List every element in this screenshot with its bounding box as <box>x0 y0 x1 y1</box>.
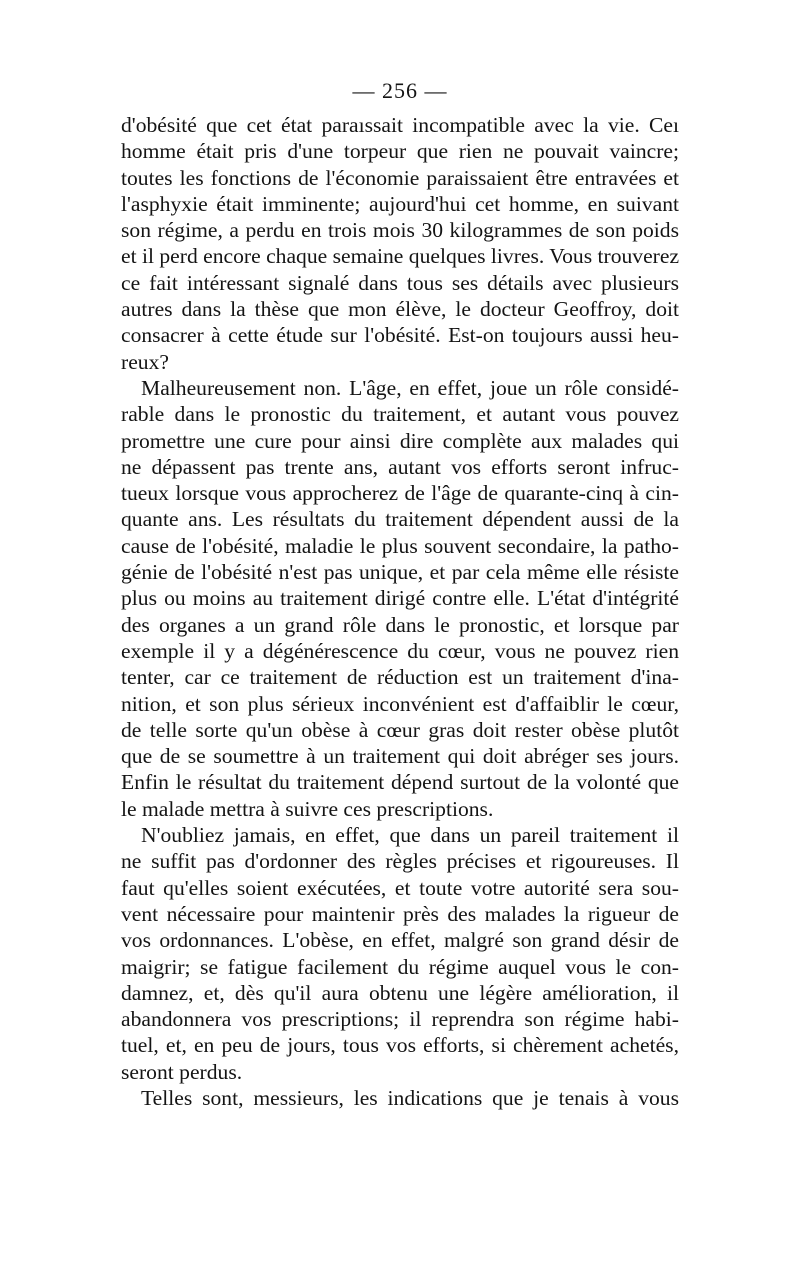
text-line: tueux lorsque vous approcherez de l'âge de quarante-cinq à cin- <box>121 481 679 506</box>
text-line: vos ordonnances. L'obèse, en effet, malgré son grand désir de <box>121 928 679 953</box>
text-line: que de se soumettre à un traitement qui doit abréger ses jours. <box>121 744 679 769</box>
page-number: — 256 — <box>352 78 448 103</box>
text-line: tuel, et, en peu de jours, tous vos efforts, si chèrement achetés, <box>121 1033 679 1058</box>
text-line: toutes les fonctions de l'économie paraissaient être entravées et <box>121 165 679 190</box>
text-line: damnez, et, dès qu'il aura obtenu une légère amélioration, il <box>121 980 679 1005</box>
text-line: et il perd encore chaque semaine quelques livres. Vous trouverez <box>121 244 680 269</box>
text-line: de telle sorte qu'un obèse à cœur gras doit rester obèse plutôt <box>121 717 679 742</box>
text-line: le malade mettra à suivre ces prescriptions. <box>121 796 494 821</box>
text-line: plus ou moins au traitement dirigé contre elle. L'état d'intégrité <box>121 586 679 611</box>
text-line: abandonnera vos prescriptions; il reprendra son régime habi- <box>121 1007 679 1032</box>
text-line: homme était pris d'une torpeur que rien ne pouvait vaincre; <box>121 139 679 164</box>
text-line: génie de l'obésité n'est pas unique, et par cela même elle résiste <box>121 560 679 585</box>
text-line: autres dans la thèse que mon élève, le docteur Geoffroy, doit <box>121 297 679 322</box>
text-line: Enfin le résultat du traitement dépend surtout de la volonté que <box>121 770 679 795</box>
text-line: ce fait intéressant signalé dans tous ses détails avec plusieurs <box>121 270 679 295</box>
text-line: promettre une cure pour ainsi dire complète aux malades qui <box>121 428 679 453</box>
text-line: N'oubliez jamais, en effet, que dans un pareil traitement il <box>141 823 679 848</box>
text-line: rable dans le pronostic du traitement, et autant vous pouvez <box>121 402 679 427</box>
text-line: vent nécessaire pour maintenir près des malades la rigueur de <box>121 901 679 926</box>
text-line: faut qu'elles soient exécutées, et toute votre autorité sera sou- <box>121 875 679 900</box>
body-text <box>121 112 679 1111</box>
text-line: nition, et son plus sérieux inconvénient est d'affaiblir le cœur, <box>121 691 679 716</box>
text-line: exemple il y a dégénérescence du cœur, vous ne pouvez rien <box>121 638 679 663</box>
text-line: l'asphyxie était imminente; aujourd'hui cet homme, en suivant <box>121 191 679 216</box>
text-line: seront perdus. <box>121 1059 243 1084</box>
text-line: Malheureusement non. L'âge, en effet, joue un rôle considé- <box>141 375 679 400</box>
text-line: Telles sont, messieurs, les indications que je tenais à vous <box>141 1085 679 1110</box>
text-line: d'obésité que cet état paraıssait incompatible avec la vie. Ceı <box>121 113 679 137</box>
text-line: cause de l'obésité, maladie le plus souvent secondaire, la patho- <box>121 533 679 558</box>
text-line: consacrer à cette étude sur l'obésité. Est-on toujours aussi heu- <box>121 323 679 348</box>
text-line: tenter, car ce traitement de réduction est un traitement d'ina- <box>121 665 679 690</box>
text-line: son régime, a perdu en trois mois 30 kilogrammes de son poids <box>121 218 679 243</box>
text-line: quante ans. Les résultats du traitement dépendent aussi de la <box>121 507 679 532</box>
text-line: ne suffit pas d'ordonner des règles précises et rigoureuses. Il <box>121 849 679 874</box>
text-line: maigrir; se fatigue facilement du régime auquel vous le con- <box>121 954 679 979</box>
text-line: des organes a un grand rôle dans le pronostic, et lorsque par <box>121 612 679 637</box>
text-line: reux? <box>121 349 169 374</box>
text-line: ne dépassent pas trente ans, autant vos efforts seront infruc- <box>121 454 679 479</box>
